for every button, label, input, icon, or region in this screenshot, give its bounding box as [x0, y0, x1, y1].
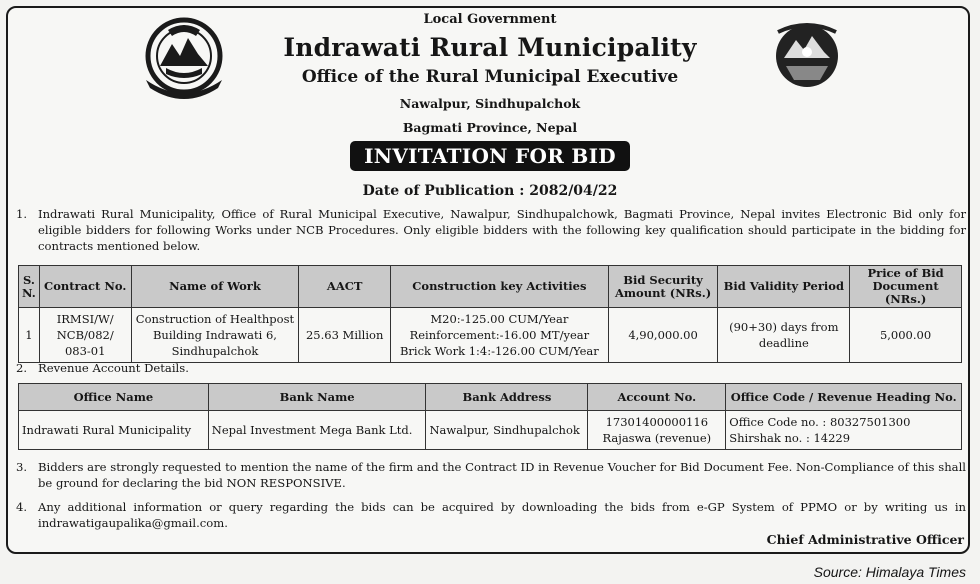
header-office-name: Office Name [19, 384, 209, 411]
code-line-2: Shirshak no. : 14229 [729, 431, 851, 445]
cell-account-no [588, 411, 726, 450]
work-line-2: Building Indrawati 6, [152, 328, 277, 342]
paragraph-2-number: 2. [16, 361, 28, 375]
header-account-no: Account No. [588, 384, 726, 411]
contract-line-1: IRMSI/W/ [56, 312, 114, 326]
revenue-table-header-row [19, 384, 962, 411]
header-bid-validity: Bid Validity Period [718, 266, 850, 308]
cell-contract-no [39, 308, 131, 363]
cell-doc-price: 5,000.00 [850, 308, 962, 363]
cell-bid-validity [718, 308, 850, 363]
paragraph-1-text: Indrawati Rural Municipality, Office of Rural Municipal Executive, Nawalpur, Sindhupalchowk, Bagmati Province, Nepal invites Electronic Bid only for eligible bidders for following Works under NCB Procedures. Only eligible bidders with the following key qualification should participate in the bidding for contracts mentioned below. [38, 207, 966, 253]
paragraph-1-number: 1. [16, 207, 28, 221]
publication-date: Date of Publication : 2082/04/22 [362, 183, 618, 199]
office-name: Office of the Rural Municipal Executive [301, 67, 679, 87]
validity-line-1: (90+30) days from [729, 320, 839, 334]
address-line-1: Nawalpur, Sindhupalchok [399, 96, 581, 111]
header-key-activities: Construction key Activities [391, 266, 609, 308]
paragraph-2-text: Revenue Account Details. [38, 361, 189, 375]
notice-title: INVITATION FOR BID [350, 141, 630, 171]
work-line-1: Construction of Healthpost [135, 312, 295, 326]
bid-table [18, 265, 962, 363]
cell-office-name: Indrawati Rural Municipality [19, 411, 209, 450]
cell-bid-security: 4,90,000.00 [608, 308, 718, 363]
paragraph-4-number: 4. [16, 500, 28, 514]
header-bid-security: Bid Security Amount (NRs.) [608, 266, 718, 308]
header-bank-address: Bank Address [426, 384, 588, 411]
validity-line-2: deadline [758, 336, 809, 350]
bid-table-header-row [19, 266, 962, 308]
account-line-1: 17301400000116 [605, 415, 709, 429]
paragraph-1 [16, 206, 966, 254]
source-credit: Source: Himalaya Times [813, 564, 966, 580]
address-line-2: Bagmati Province, Nepal [402, 120, 578, 135]
header-office-code: Office Code / Revenue Heading No. [726, 384, 962, 411]
paragraph-3-text: Bidders are strongly requested to mention the name of the firm and the Contract ID in Revenue Voucher for Bid Document Fee. Non-Compliance of this shall be ground for declaring the bid NON RESPONSIVE. [38, 460, 966, 490]
local-government-label: Local Government [423, 12, 557, 27]
contract-line-2: NCB/082/ [56, 328, 114, 342]
activity-line-3: Brick Work 1:4:-126.00 CUM/Year [399, 344, 599, 358]
header-bank-name: Bank Name [208, 384, 426, 411]
paragraph-4 [16, 499, 966, 531]
signature-title: Chief Administrative Officer [766, 532, 964, 547]
cell-key-activities [391, 308, 609, 363]
activity-line-1: M20:-125.00 CUM/Year [430, 312, 569, 326]
table-row [19, 308, 962, 363]
contract-line-3: 083-01 [64, 344, 106, 358]
table-row [19, 411, 962, 450]
cell-bank-address: Nawalpur, Sindhupalchok [426, 411, 588, 450]
work-line-3: Sindhupalchok [171, 344, 259, 358]
revenue-table [18, 383, 962, 450]
cell-office-code [726, 411, 962, 450]
municipality-name: Indrawati Rural Municipality [283, 33, 697, 62]
activity-line-2: Reinforcement:-16.00 MT/year [409, 328, 590, 342]
header-sn: S. N. [19, 266, 40, 308]
account-line-2: Rajaswa (revenue) [602, 431, 712, 445]
header-aact: AACT [299, 266, 391, 308]
cell-aact: 25.63 Million [299, 308, 391, 363]
cell-name-of-work [131, 308, 299, 363]
paragraph-3 [16, 459, 966, 491]
paragraph-4-text: Any additional information or query regarding the bids can be acquired by downloading the bids from e-GP System of PPMO or by writing us in indrawatigaupalika@gmail.com. [38, 500, 966, 530]
paragraph-2 [16, 360, 966, 376]
paragraph-3-number: 3. [16, 460, 28, 474]
code-line-1: Office Code no. : 80327501300 [729, 415, 911, 429]
cell-sn: 1 [19, 308, 40, 363]
cell-bank-name: Nepal Investment Mega Bank Ltd. [208, 411, 426, 450]
header-contract-no: Contract No. [39, 266, 131, 308]
header-name-of-work: Name of Work [131, 266, 299, 308]
header-doc-price: Price of Bid Document (NRs.) [850, 266, 962, 308]
